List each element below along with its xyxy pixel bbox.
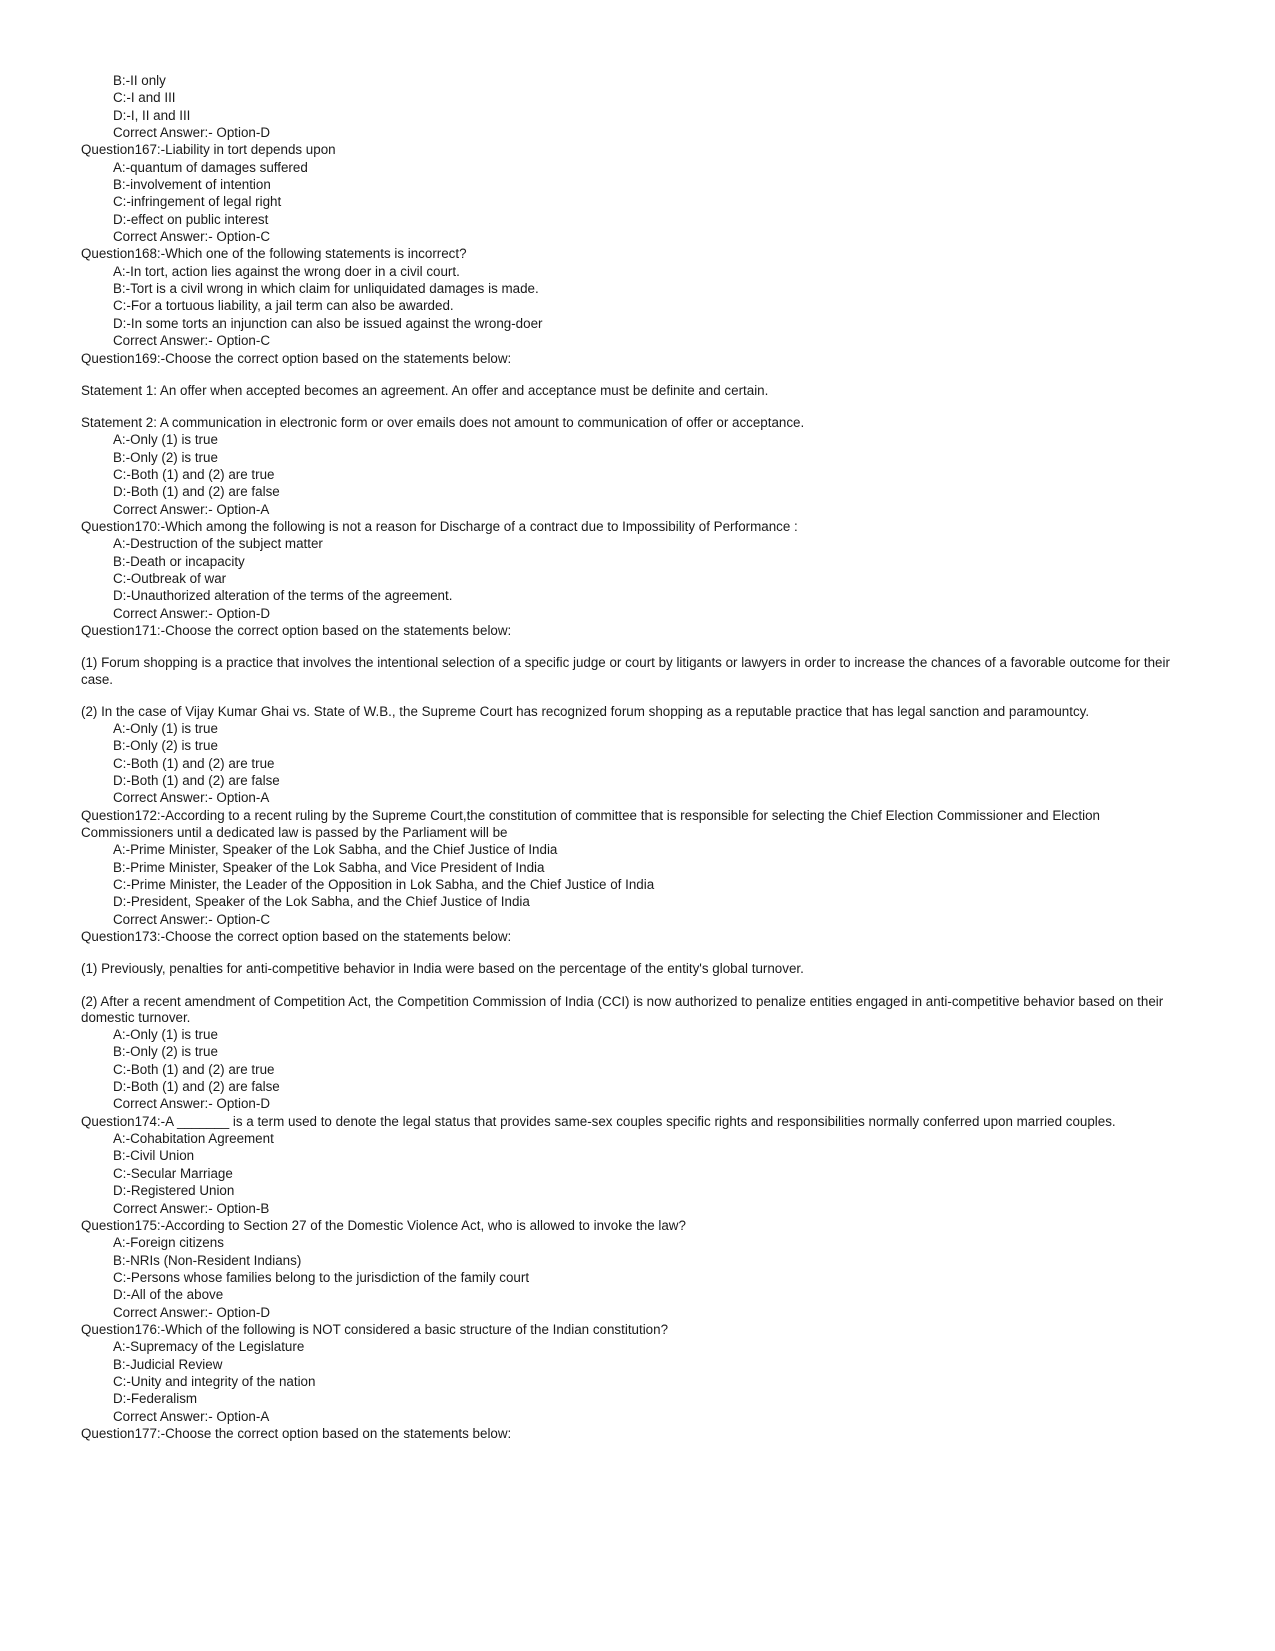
answer-option: C:-Prime Minister, the Leader of the Opposition in Lok Sabha, and the Chief Justice of India bbox=[113, 877, 655, 893]
correct-answer: Correct Answer:- Option-D bbox=[113, 125, 271, 141]
answer-option: B:-involvement of intention bbox=[113, 177, 271, 193]
answer-option: A:-quantum of damages suffered bbox=[113, 159, 308, 175]
statement-paragraph: (2) In the case of Vijay Kumar Ghai vs. State of W.B., the Supreme Court has recognized forum shopping as a reputable practice that has legal sanction and paramountcy. bbox=[81, 703, 1090, 719]
answer-option: A:-Only (1) is true bbox=[113, 432, 218, 448]
answer-option: A:-In tort, action lies against the wrong doer in a civil court. bbox=[113, 263, 460, 279]
correct-answer: Correct Answer:- Option-A bbox=[113, 501, 270, 517]
correct-answer: Correct Answer:- Option-A bbox=[113, 1408, 270, 1424]
correct-answer: Correct Answer:- Option-D bbox=[113, 1096, 271, 1112]
answer-option: B:-NRIs (Non-Resident Indians) bbox=[113, 1252, 302, 1268]
correct-answer: Correct Answer:- Option-D bbox=[113, 605, 271, 621]
question-text: Question169:-Choose the correct option based on the statements below: bbox=[81, 350, 512, 366]
answer-option: B:-Tort is a civil wrong in which claim for unliquidated damages is made. bbox=[113, 281, 539, 297]
answer-option: C:-Both (1) and (2) are true bbox=[113, 466, 275, 482]
question-text: Question175:-According to Section 27 of the Domestic Violence Act, who is allowed to invoke the law? bbox=[81, 1217, 686, 1233]
answer-option: C:-infringement of legal right bbox=[113, 194, 282, 210]
question-text: Question173:-Choose the correct option based on the statements below: bbox=[81, 929, 512, 945]
question-text: Question174:-A _______ is a term used to denote the legal status that provides same-sex couples specific rights and responsibilities normally conferred upon married couples. bbox=[81, 1113, 1116, 1129]
answer-option: D:-Unauthorized alteration of the terms of the agreement. bbox=[113, 588, 453, 604]
answer-option: A:-Only (1) is true bbox=[113, 720, 218, 736]
answer-option: D:-Registered Union bbox=[113, 1183, 235, 1199]
answer-option: A:-Foreign citizens bbox=[113, 1235, 224, 1251]
answer-option: B:-Civil Union bbox=[113, 1148, 195, 1164]
question-text: Question170:-Which among the following is not a reason for Discharge of a contract due to Impossibility of Performance : bbox=[81, 518, 798, 534]
answer-option: D:-Both (1) and (2) are false bbox=[113, 484, 280, 500]
answer-option: B:-Only (2) is true bbox=[113, 449, 218, 465]
answer-option: D:-I, II and III bbox=[113, 107, 191, 123]
question-text: Question172:-According to a recent ruling by the Supreme Court,the constitution of committee that is responsible for selecting the Chief Election Commissioner and Election Commissioners until a dedicated law is passed by the Parliament will be bbox=[81, 807, 1104, 841]
correct-answer: Correct Answer:- Option-A bbox=[113, 790, 270, 806]
question-text: Question167:-Liability in tort depends upon bbox=[81, 142, 336, 158]
answer-option: A:-Cohabitation Agreement bbox=[113, 1131, 274, 1147]
answer-option: C:-Secular Marriage bbox=[113, 1165, 233, 1181]
question-text: Question171:-Choose the correct option based on the statements below: bbox=[81, 623, 512, 639]
statement-paragraph: (2) After a recent amendment of Competition Act, the Competition Commission of India (CCI) is now authorized to penalize entities engaged in anti-competitive behavior based on their domestic turnover. bbox=[81, 993, 1167, 1025]
correct-answer: Correct Answer:- Option-B bbox=[113, 1200, 270, 1216]
answer-option: C:-Persons whose families belong to the jurisdiction of the family court bbox=[113, 1269, 530, 1285]
answer-option: D:-Both (1) and (2) are false bbox=[113, 1079, 280, 1095]
answer-option: B:-Judicial Review bbox=[113, 1356, 223, 1372]
statement-paragraph: (1) Forum shopping is a practice that involves the intentional selection of a specific judge or court by litigants or lawyers in order to increase the chances of a favorable outcome for their case. bbox=[81, 655, 1174, 687]
correct-answer: Correct Answer:- Option-C bbox=[113, 333, 271, 349]
answer-option: C:-For a tortuous liability, a jail term can also be awarded. bbox=[113, 298, 454, 314]
statement-paragraph: (1) Previously, penalties for anti-competitive behavior in India were based on the percentage of the entity's global turnover. bbox=[81, 961, 804, 977]
correct-answer: Correct Answer:- Option-C bbox=[113, 229, 271, 245]
answer-option: C:-Outbreak of war bbox=[113, 571, 227, 586]
answer-option: A:-Only (1) is true bbox=[113, 1027, 218, 1043]
answer-option: B:-Only (2) is true bbox=[113, 738, 218, 754]
answer-option: B:-Only (2) is true bbox=[113, 1044, 218, 1060]
answer-option: C:-Both (1) and (2) are true bbox=[113, 755, 275, 771]
answer-option: A:-Destruction of the subject matter bbox=[113, 536, 323, 552]
question-text: Question168:-Which one of the following statements is incorrect? bbox=[81, 246, 467, 262]
correct-answer: Correct Answer:- Option-D bbox=[113, 1304, 271, 1320]
answer-option: D:-Federalism bbox=[113, 1391, 198, 1407]
statement-paragraph: Statement 1: An offer when accepted becomes an agreement. An offer and acceptance must be definite and certain. bbox=[81, 382, 769, 398]
answer-option: C:-I and III bbox=[113, 90, 176, 106]
question-text: Question176:-Which of the following is NOT considered a basic structure of the Indian constitution? bbox=[81, 1321, 669, 1337]
answer-option: A:-Supremacy of the Legislature bbox=[113, 1339, 305, 1355]
answer-option: B:-Prime Minister, Speaker of the Lok Sabha, and Vice President of India bbox=[113, 859, 545, 875]
statement-paragraph: Statement 2: A communication in electronic form or over emails does not amount to communication of offer or acceptance. bbox=[81, 415, 805, 431]
answer-option: B:-II only bbox=[113, 73, 166, 88]
answer-option: C:-Unity and integrity of the nation bbox=[113, 1373, 316, 1389]
answer-option: C:-Both (1) and (2) are true bbox=[113, 1061, 275, 1077]
answer-option: B:-Death or incapacity bbox=[113, 553, 245, 569]
answer-option: D:-President, Speaker of the Lok Sabha, and the Chief Justice of India bbox=[113, 894, 530, 910]
answer-option: D:-All of the above bbox=[113, 1287, 224, 1303]
answer-option: D:-effect on public interest bbox=[113, 211, 269, 227]
answer-option: D:-Both (1) and (2) are false bbox=[113, 773, 280, 789]
answer-option: A:-Prime Minister, Speaker of the Lok Sabha, and the Chief Justice of India bbox=[113, 842, 558, 858]
correct-answer: Correct Answer:- Option-C bbox=[113, 911, 271, 927]
document-page bbox=[81, 72, 1181, 1442]
question-text: Question177:-Choose the correct option based on the statements below: bbox=[81, 1425, 512, 1441]
answer-option: D:-In some torts an injunction can also be issued against the wrong-doer bbox=[113, 315, 543, 331]
